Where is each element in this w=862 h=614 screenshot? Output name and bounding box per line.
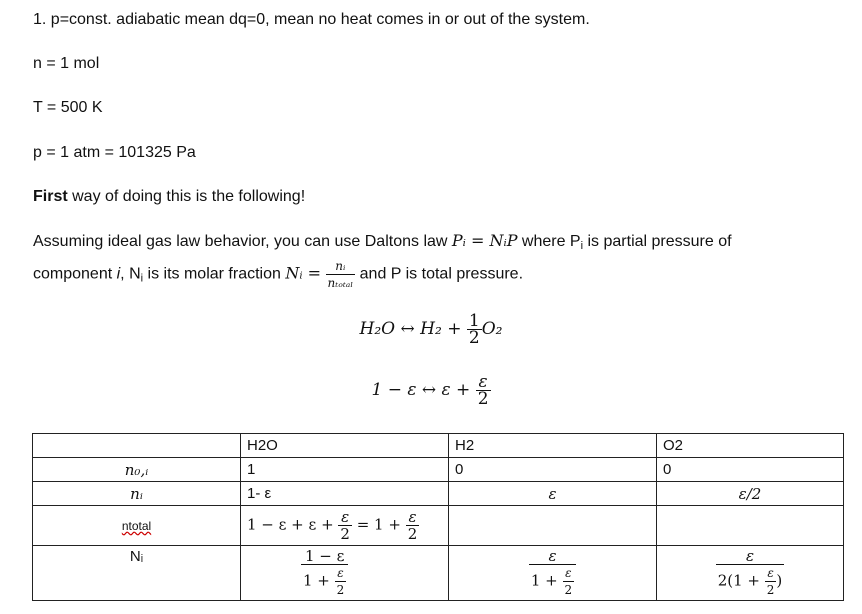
row-label-ni: nᵢ <box>33 482 241 506</box>
line-pressure: p = 1 atm = 101325 Pa <box>33 144 196 161</box>
half-den: 2 <box>468 328 480 348</box>
table-row <box>33 482 844 506</box>
cell-n0-h2o: 1 <box>241 458 449 482</box>
frac-ntotal: nₜₒₜₐₗ <box>327 276 354 290</box>
line-dalton <box>33 231 732 256</box>
reaction-equation <box>0 313 862 346</box>
dalton-sub-i: i <box>580 240 584 252</box>
Ni-h2o-frac <box>301 548 348 598</box>
line-first-way <box>33 187 305 207</box>
line-component <box>33 258 523 291</box>
cell-ntotal-h2 <box>449 506 657 546</box>
component-text-c: is its molar fraction <box>143 265 286 283</box>
ntotal-expr: 1 − ε + ε + <box>247 515 339 534</box>
first-rest: way of doing this is the following! <box>67 188 306 205</box>
epsilon-lhs: 1 − ε ↔ ε + <box>371 380 476 400</box>
dalton-text-a: Assuming ideal gas law behavior, you can use Daltons law <box>33 233 452 250</box>
cell-Ni-h2o <box>241 546 449 601</box>
eps-num: ε <box>476 374 491 391</box>
cell-n0-o2: 0 <box>657 458 844 482</box>
row-label-n0: n₀,ᵢ <box>33 458 241 482</box>
first-bold: First <box>33 188 68 205</box>
Ni-o2-two: 2 <box>766 583 775 597</box>
header-h2: H2 <box>449 434 657 458</box>
line-temperature: T = 500 K <box>33 99 103 116</box>
Ni-h2o-den <box>301 565 348 598</box>
table-header-row <box>33 434 844 458</box>
molar-fraction-lhs: Nᵢ = <box>285 263 322 283</box>
ntotal-eps-2: ε <box>406 509 420 526</box>
ntotal-two-1: 2 <box>340 525 350 543</box>
Ni-h2-den-text: 1 + <box>530 571 563 590</box>
Ni-o2-num: ε <box>716 548 785 565</box>
component-text-d: and P is total pressure. <box>359 265 524 283</box>
Ni-h2-half <box>563 565 575 598</box>
epsilon-equation <box>0 374 862 407</box>
Ni-h2o-two: 2 <box>336 583 345 597</box>
line-adiabatic: 1. p=const. adiabatic mean dq=0, mean no heat comes in or out of the system. <box>33 11 590 28</box>
header-empty <box>33 434 241 458</box>
line-moles: n = 1 mol <box>33 55 100 72</box>
ntotal-frac-2 <box>406 509 420 542</box>
Ni-h2-eps: ε <box>563 565 575 582</box>
ntotal-eq: = 1 + <box>351 515 406 534</box>
Ni-o2-half <box>765 565 777 598</box>
Ni-h2o-num: 1 − ε <box>301 548 348 565</box>
cell-ni-o2: ε/2 <box>657 482 844 506</box>
species-table <box>32 433 844 601</box>
ntotal-frac-1 <box>338 509 352 542</box>
table-row <box>33 458 844 482</box>
ntotal-two-2: 2 <box>407 525 418 543</box>
reaction-o2: O₂ <box>481 319 503 339</box>
Ni-o2-paren: ) <box>776 571 783 590</box>
header-o2: O2 <box>657 434 844 458</box>
Ni-h2-num: ε <box>529 548 576 565</box>
half-num: 1 <box>468 311 480 331</box>
table-row <box>33 506 844 546</box>
frac-ni: nᵢ <box>326 258 356 275</box>
row-label-ntotal <box>33 506 241 546</box>
reaction-lhs: H₂O ↔ H₂ + <box>359 319 467 339</box>
ntotal-eps-1: ε <box>338 509 352 526</box>
cell-ni-h2o: 1- ε <box>241 482 449 506</box>
row-label-Ni: Nᵢ <box>33 546 241 601</box>
cell-Ni-o2 <box>657 546 844 601</box>
header-h2o: H2O <box>241 434 449 458</box>
epsilon-half <box>476 374 491 407</box>
Ni-o2-frac <box>716 548 785 598</box>
Ni-o2-den <box>716 565 785 598</box>
Ni-o2-eps: ε <box>765 565 777 582</box>
molar-fraction-frac <box>326 258 356 291</box>
Ni-h2o-den-text: 1 + <box>303 571 335 590</box>
Ni-h2-frac <box>529 548 576 598</box>
cell-n0-h2: 0 <box>449 458 657 482</box>
component-text-b: , N <box>120 265 141 283</box>
dalton-text-c: is partial pressure of <box>583 233 732 250</box>
cell-ntotal-o2 <box>657 506 844 546</box>
dalton-formula: Pᵢ = NᵢP <box>451 231 518 250</box>
cell-ntotal <box>241 506 449 546</box>
table-row <box>33 546 844 601</box>
Ni-h2-two: 2 <box>564 583 573 597</box>
dalton-text-b: where P <box>517 233 581 250</box>
eps-den: 2 <box>477 389 489 409</box>
component-i: i <box>116 265 121 283</box>
Ni-o2-den-text: 2(1 + <box>717 571 765 590</box>
Ni-h2o-eps: ε <box>335 565 347 582</box>
ntotal-label: ntotal <box>121 519 152 533</box>
Ni-h2-den <box>529 565 576 598</box>
cell-ni-h2: ε <box>449 482 657 506</box>
component-text-a: component <box>33 265 117 283</box>
reaction-half <box>467 313 482 346</box>
Ni-h2o-half <box>335 565 347 598</box>
component-sub-i: i <box>140 272 144 285</box>
cell-Ni-h2 <box>449 546 657 601</box>
